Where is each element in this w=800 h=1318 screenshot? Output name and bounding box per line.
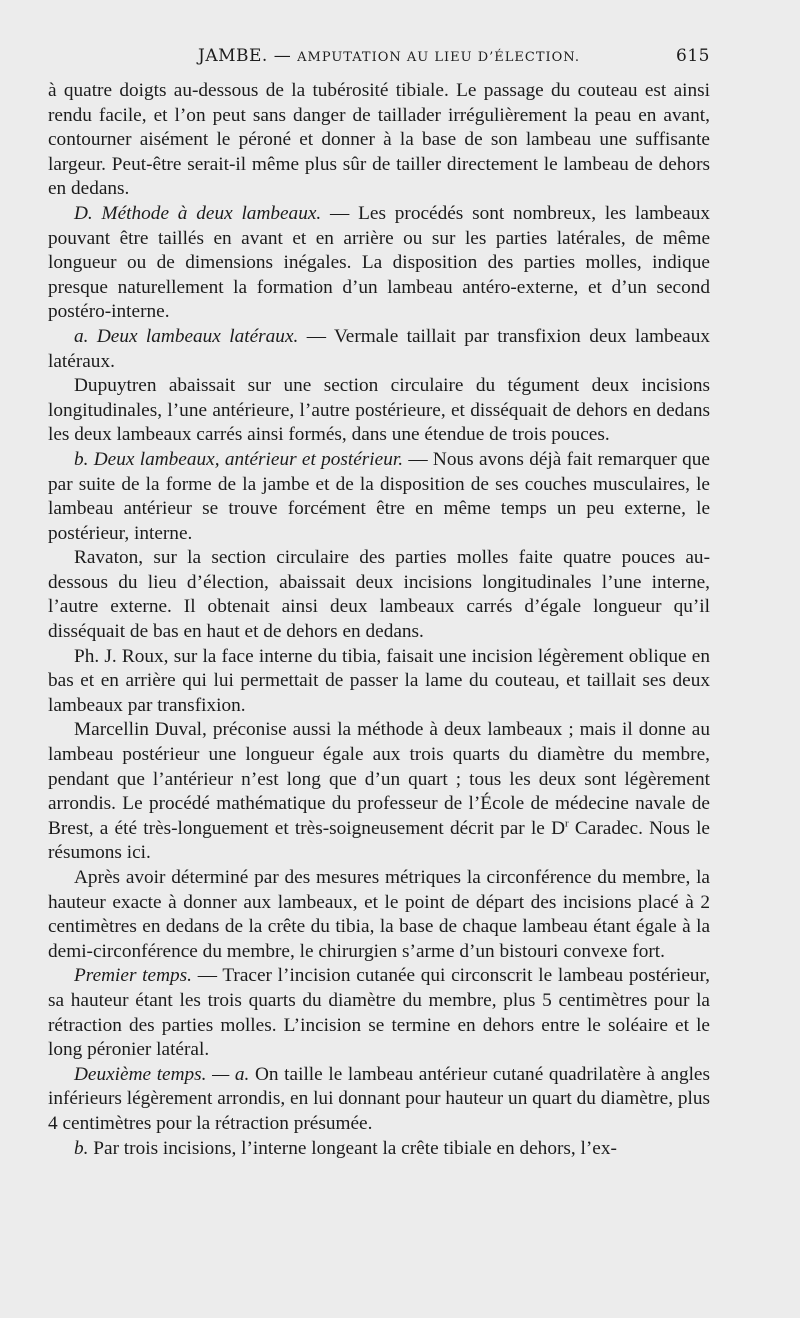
paragraph-5: b. Deux lambeaux, antérieur et postérieur. — Nous avons déjà fait remarquer que par suite de la forme de la jambe et de la disposition de ses couches musculaires, le lambeau antérieur se trouve forcément être en même temps un peu externe, le postérieur, interne. [48,448,710,544]
paragraph-10: Premier temps. — Tracer l’incision cutanée qui circonscrit le lambeau postérieur, sa hauteur étant les trois quarts du diamètre du membre, plus 5 centimètres pour la rétraction des parties molles. L’incision se termine en dehors entre le soléaire et le long péronier latéral. [48,965,710,1061]
body-text [48,79,710,1161]
page-number: 615 [676,46,710,66]
running-title-sub: AMPUTATION AU LIEU D’ÉLECTION. [297,50,580,65]
running-title-main: JAMBE. — [198,46,292,66]
paragraph-4: Dupuytren abaissait sur une section circulaire du tégument deux incisions longitudinales, l’une antérieure, l’autre postérieure, et disséquait de dehors en dedans les deux lambeaux carrés ainsi formés, dans une étendue de trois pouces. [48,375,710,446]
paragraph-9: Après avoir déterminé par des mesures métriques la circonférence du membre, la hauteur exacte à donner aux lambeaux, et le point de départ des incisions placé à 2 centimètres en dedans de la crête du tibia, la base de chaque lambeau étant égale à la demi-circonférence du membre, le chirurgien s’arme d’un bistouri convexe fort. [48,867,710,962]
paragraph-12: b. Par trois incisions, l’interne longeant la crête tibiale en dehors, l’ex- [74,1137,617,1159]
paragraph-11: Deuxième temps. — a. On taille le lambeau antérieur cutané quadrilatère à angles inférieurs légèrement arrondis, en lui donnant pour hauteur un quart du diamètre, plus 4 centimètres pour la rétraction présumée. [48,1063,710,1134]
paragraph-8: Marcellin Duval, préconise aussi la méthode à deux lambeaux ; mais il donne au lambeau postérieur une longueur égale aux trois quarts du diamètre du membre, pendant que l’antérieur n’est long que d’un quart ; tous les deux sont légèrement arrondis. Le procédé mathématique du professeur de l’École de médecine navale de Brest, a été très-longuement et très-soigneusement décrit par le $D^r$ Caradec. Nous le résumons ici. [48,719,710,864]
paragraph-1: à quatre doigts au-dessous de la tubérosité tibiale. Le passage du couteau est ainsi rendu facile, et l’on peut sans danger de taillader irrégulièrement la peau en avant, contourner aisément le péroné et donner à la base de son lambeau une suffisante largeur. Peut-être serait-il même plus sûr de tailler directement le lambeau de dehors en dedans. [48,80,710,200]
paragraph-6: Ravaton, sur la section circulaire des parties molles faite quatre pouces au-dessous du lieu d’élection, abaissait deux incisions longitudinales l’une interne, l’autre externe. Il obtenait ainsi deux lambeaux carrés d’égale longueur qu’il disséquait de bas en haut et de dehors en dedans. [48,547,710,643]
paragraph-7: Ph. J. Roux, sur la face interne du tibia, faisait une incision légèrement oblique en bas et en arrière qui lui permettait de passer la lame du couteau, et taillait ses deux lambeaux par transfixion. [48,645,710,716]
running-title [198,46,580,66]
paragraph-3: a. Deux lambeaux latéraux. — Vermale taillait par transfixion deux lambeaux latéraux. [48,325,710,372]
paragraph-2: D. Méthode à deux lambeaux. — Les procédés sont nombreux, les lambeaux pouvant être taillés en avant et en arrière ou sur les parties latérales, de même longueur ou de dimensions inégales. La disposition des parties molles, indique presque naturellement la formation d’un lambeau antéro-externe, et d’un second postéro-interne. [48,202,710,323]
running-header [48,46,710,72]
